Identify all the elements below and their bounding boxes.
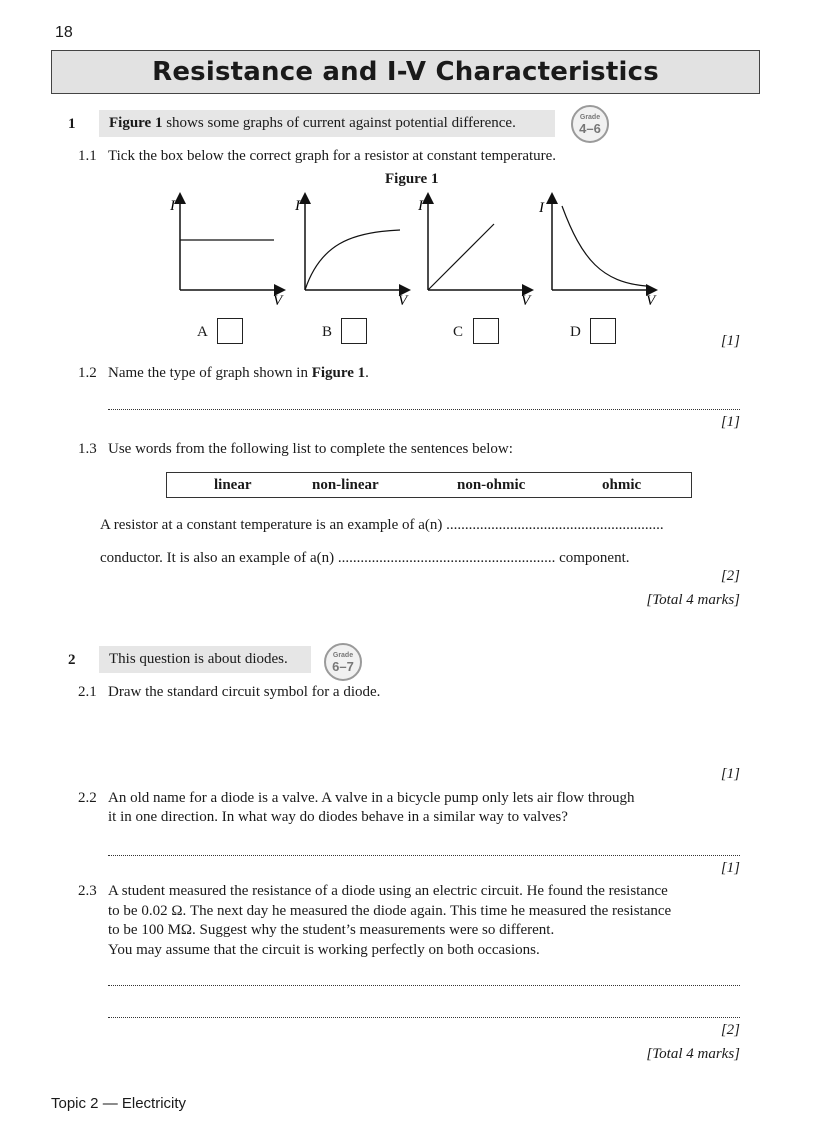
grade-badge-range: 6–7: [332, 658, 354, 674]
q1-2-number: 1.2: [78, 365, 97, 381]
q2-3-answer-line-1[interactable]: [108, 985, 740, 986]
q1-3-sentence-1: A resistor at a constant temperature is an example of a(n) ..........................................................: [100, 517, 664, 533]
question-2-number: 2: [68, 652, 76, 668]
grade-badge-range: 4–6: [579, 120, 601, 136]
graph-d: [538, 198, 657, 309]
graph-b-y-label: I: [295, 198, 300, 214]
q1-2-answer-line[interactable]: [108, 409, 740, 410]
q1-2-text-pre: Name the type of graph shown in: [108, 365, 312, 381]
option-a-label: A: [197, 324, 208, 340]
tick-box-d[interactable]: [590, 318, 616, 344]
figure-1-caption: Figure 1: [385, 171, 439, 187]
q2-1-mark: [1]: [720, 766, 740, 782]
page-title-box: [51, 50, 760, 94]
graph-b-curve: [305, 230, 400, 290]
q2-total-marks: [Total 4 marks]: [646, 1046, 740, 1062]
q1-3-text: Use words from the following list to complete the sentences below:: [108, 441, 513, 457]
q1-3-sentence-2: conductor. It is also an example of a(n) .......................................................... component.: [100, 550, 630, 566]
graph-a-x-label: V: [273, 293, 283, 309]
grade-badge-label: Grade: [579, 113, 601, 121]
q1-2-mark: [1]: [720, 414, 740, 430]
option-d-label: D: [570, 324, 581, 340]
graph-c-x-label: V: [521, 293, 531, 309]
q2-2-text-line-1: An old name for a diode is a valve. A valve in a bicycle pump only lets air flow through: [108, 790, 635, 806]
q2-3-text-line-3: to be 100 MΩ. Suggest why the student’s measurements were so different.: [108, 922, 555, 938]
graph-b: [294, 198, 409, 309]
question-1-intro-figure-ref: Figure 1: [109, 115, 163, 131]
footer-topic: Topic 2 — Electricity: [51, 1095, 187, 1112]
q1-3-number: 1.3: [78, 441, 97, 457]
graph-d-x-label: V: [646, 293, 656, 309]
graph-d-y-label: I: [539, 200, 544, 216]
q2-3-number: 2.3: [78, 883, 97, 899]
graph-b-x-label: V: [398, 293, 408, 309]
grade-badge-q1: [571, 105, 609, 143]
q1-1-number: 1.1: [78, 148, 97, 164]
question-1-intro: [99, 110, 555, 137]
q2-2-answer-line[interactable]: [108, 855, 740, 856]
q2-3-text-line-4: You may assume that the circuit is working perfectly on both occasions.: [108, 942, 540, 958]
graph-c: [417, 198, 532, 309]
question-1-intro-text: shows some graphs of current against potential difference.: [162, 115, 516, 131]
q1-2-figure-ref: Figure 1: [311, 365, 366, 381]
word-linear: linear: [214, 477, 252, 493]
question-1-number: 1: [68, 116, 76, 132]
word-non-ohmic: non-ohmic: [457, 477, 526, 493]
tick-box-c[interactable]: [473, 318, 499, 344]
q2-3-mark: [2]: [720, 1022, 740, 1038]
graph-a: [169, 198, 284, 309]
q2-3-text-line-2: to be 0.02 Ω. The next day he measured the diode again. This time he measured the resistance: [108, 903, 672, 919]
q2-3-answer-line-2[interactable]: [108, 1017, 740, 1018]
q1-1-text: Tick the box below the correct graph for a resistor at constant temperature.: [108, 148, 557, 164]
q2-1-text: Draw the standard circuit symbol for a diode.: [108, 684, 381, 700]
option-b-label: B: [322, 324, 333, 340]
q2-2-number: 2.2: [78, 790, 97, 806]
tick-box-b[interactable]: [341, 318, 367, 344]
graph-c-y-label: I: [418, 198, 423, 214]
q1-2-text: [108, 365, 369, 382]
page-number: 18: [55, 24, 73, 41]
grade-badge-label: Grade: [332, 651, 354, 659]
graph-a-y-label: I: [170, 198, 175, 214]
q2-2-text-line-2: it in one direction. In what way do diodes behave in a similar way to valves?: [108, 809, 568, 825]
graph-d-curve: [562, 206, 646, 286]
q1-3-mark: [2]: [720, 568, 740, 584]
word-ohmic: ohmic: [602, 477, 642, 493]
q1-2-text-post: .: [365, 365, 369, 381]
q1-1-mark: [1]: [720, 333, 740, 349]
question-2-intro: This question is about diodes.: [99, 646, 311, 673]
q2-1-number: 2.1: [78, 684, 97, 700]
grade-badge-q2: [324, 643, 362, 681]
q2-2-mark: [1]: [720, 860, 740, 876]
q2-1-drawing-area[interactable]: [108, 705, 688, 765]
q2-3-text-line-1: A student measured the resistance of a diode using an electric circuit. He found the resistance: [108, 883, 668, 899]
q1-total-marks: [Total 4 marks]: [646, 592, 740, 608]
word-non-linear: non-linear: [312, 477, 379, 493]
option-c-label: C: [453, 324, 464, 340]
graph-c-line: [428, 224, 494, 290]
page-title: Resistance and I-V Characteristics: [152, 57, 659, 87]
tick-box-a[interactable]: [217, 318, 243, 344]
figure-1-graphs: [150, 190, 670, 315]
